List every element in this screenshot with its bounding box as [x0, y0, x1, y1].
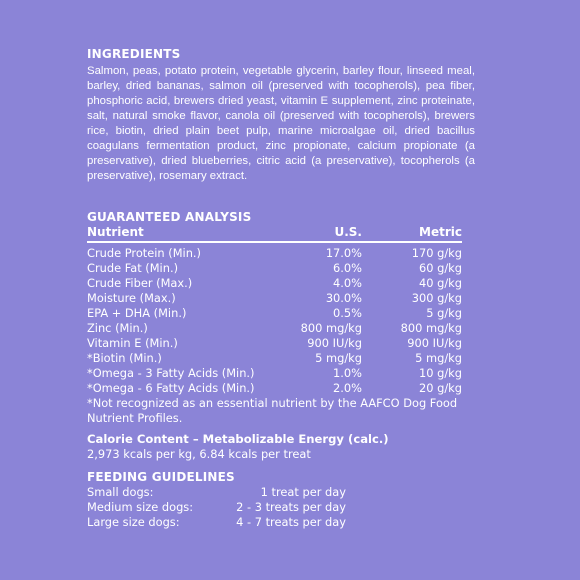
nutrient-metric: 20 g/kg: [418, 381, 462, 395]
calorie-section: [87, 432, 487, 462]
table-row: [87, 485, 387, 500]
table-row: [87, 336, 462, 351]
table-row: [87, 366, 462, 381]
table-row: [87, 261, 462, 276]
feeding-amount: 2 - 3 treats per day: [236, 500, 346, 514]
nutrient-metric: 170 g/kg: [411, 246, 462, 260]
nutrient-name: Crude Protein (Min.): [87, 246, 201, 260]
nutrient-name: *Biotin (Min.): [87, 351, 162, 365]
product-label: [87, 47, 477, 529]
table-row: [87, 306, 462, 321]
feeding-amount: 4 - 7 treats per day: [236, 515, 346, 529]
header-metric: Metric: [419, 225, 462, 239]
table-row: [87, 351, 462, 366]
nutrient-metric: 5 mg/kg: [415, 351, 462, 365]
nutrient-metric: 60 g/kg: [418, 261, 462, 275]
nutrient-us: 0.5%: [333, 306, 362, 320]
ingredients-title: INGREDIENTS: [87, 47, 181, 61]
nutrient-us: 1.0%: [333, 366, 362, 380]
feeding-title: FEEDING GUIDELINES: [87, 470, 235, 484]
table-row: [87, 515, 387, 530]
nutrient-us: 6.0%: [333, 261, 362, 275]
feeding-amount: 1 treat per day: [260, 485, 346, 499]
header-us: U.S.: [334, 225, 362, 239]
header-nutrient: Nutrient: [87, 225, 144, 239]
table-row: [87, 500, 387, 515]
guaranteed-analysis-section: [87, 210, 462, 426]
nutrient-us: 4.0%: [333, 276, 362, 290]
nutrient-us: 800 mg/kg: [300, 321, 362, 335]
nutrient-us: 5 mg/kg: [315, 351, 362, 365]
table-row: [87, 276, 462, 291]
nutrient-name: Crude Fat (Min.): [87, 261, 179, 275]
nutrient-us: 17.0%: [325, 246, 362, 260]
nutrient-name: *Omega - 3 Fatty Acids (Min.): [87, 366, 255, 380]
nutrient-metric: 5 g/kg: [426, 306, 462, 320]
feeding-section: [87, 470, 387, 530]
analysis-table-header: [87, 225, 462, 243]
nutrient-us: 900 IU/kg: [307, 336, 362, 350]
guaranteed-analysis-title: GUARANTEED ANALYSIS: [87, 210, 252, 224]
dog-size: Medium size dogs:: [87, 500, 194, 514]
ingredients-section: [87, 47, 477, 184]
nutrient-name: Zinc (Min.): [87, 321, 148, 335]
nutrient-name: Vitamin E (Min.): [87, 336, 178, 350]
nutrient-name: Crude Fiber (Max.): [87, 276, 193, 290]
nutrient-metric: 40 g/kg: [418, 276, 462, 290]
nutrient-us: 30.0%: [325, 291, 362, 305]
analysis-table-body: [87, 246, 462, 396]
nutrient-name: Moisture (Max.): [87, 291, 176, 305]
calorie-title: Calorie Content – Metabolizable Energy (calc.): [87, 432, 389, 446]
analysis-footnote: *Not recognized as an essential nutrient by the AAFCO Dog Food Nutrient Profiles.: [87, 396, 458, 425]
nutrient-metric: 10 g/kg: [418, 366, 462, 380]
table-row: [87, 291, 462, 306]
calorie-text: 2,973 kcals per kg, 6.84 kcals per treat: [87, 447, 311, 461]
nutrient-metric: 800 mg/kg: [400, 321, 462, 335]
nutrient-metric: 900 IU/kg: [407, 336, 462, 350]
dog-size: Large size dogs:: [87, 515, 180, 529]
table-row: [87, 246, 462, 261]
dog-size: Small dogs:: [87, 485, 154, 499]
nutrient-us: 2.0%: [333, 381, 362, 395]
table-row: [87, 381, 462, 396]
nutrient-name: EPA + DHA (Min.): [87, 306, 187, 320]
ingredients-text: Salmon, peas, potato protein, vegetable glycerin, barley flour, linseed meal, barley, dried bananas, salmon oil (preserved with tocopherols), pea fiber, phosphoric acid, brewers dried yeast, vitamin E supplement, zinc proteinate, salt, natural smoke flavor, canola oil (preserved with tocopherols), brewers rice, biotin, dried plain beet pulp, marine microalgae oil, dried bacillus coagulans fermentation product, zinc propionate, calcium propionate (a preservative), dried blueberries, citric acid (a preservative), tocopherols (a preservative), rosemary extract.: [87, 65, 475, 182]
nutrient-metric: 300 g/kg: [411, 291, 462, 305]
nutrient-name: *Omega - 6 Fatty Acids (Min.): [87, 381, 255, 395]
table-row: [87, 321, 462, 336]
